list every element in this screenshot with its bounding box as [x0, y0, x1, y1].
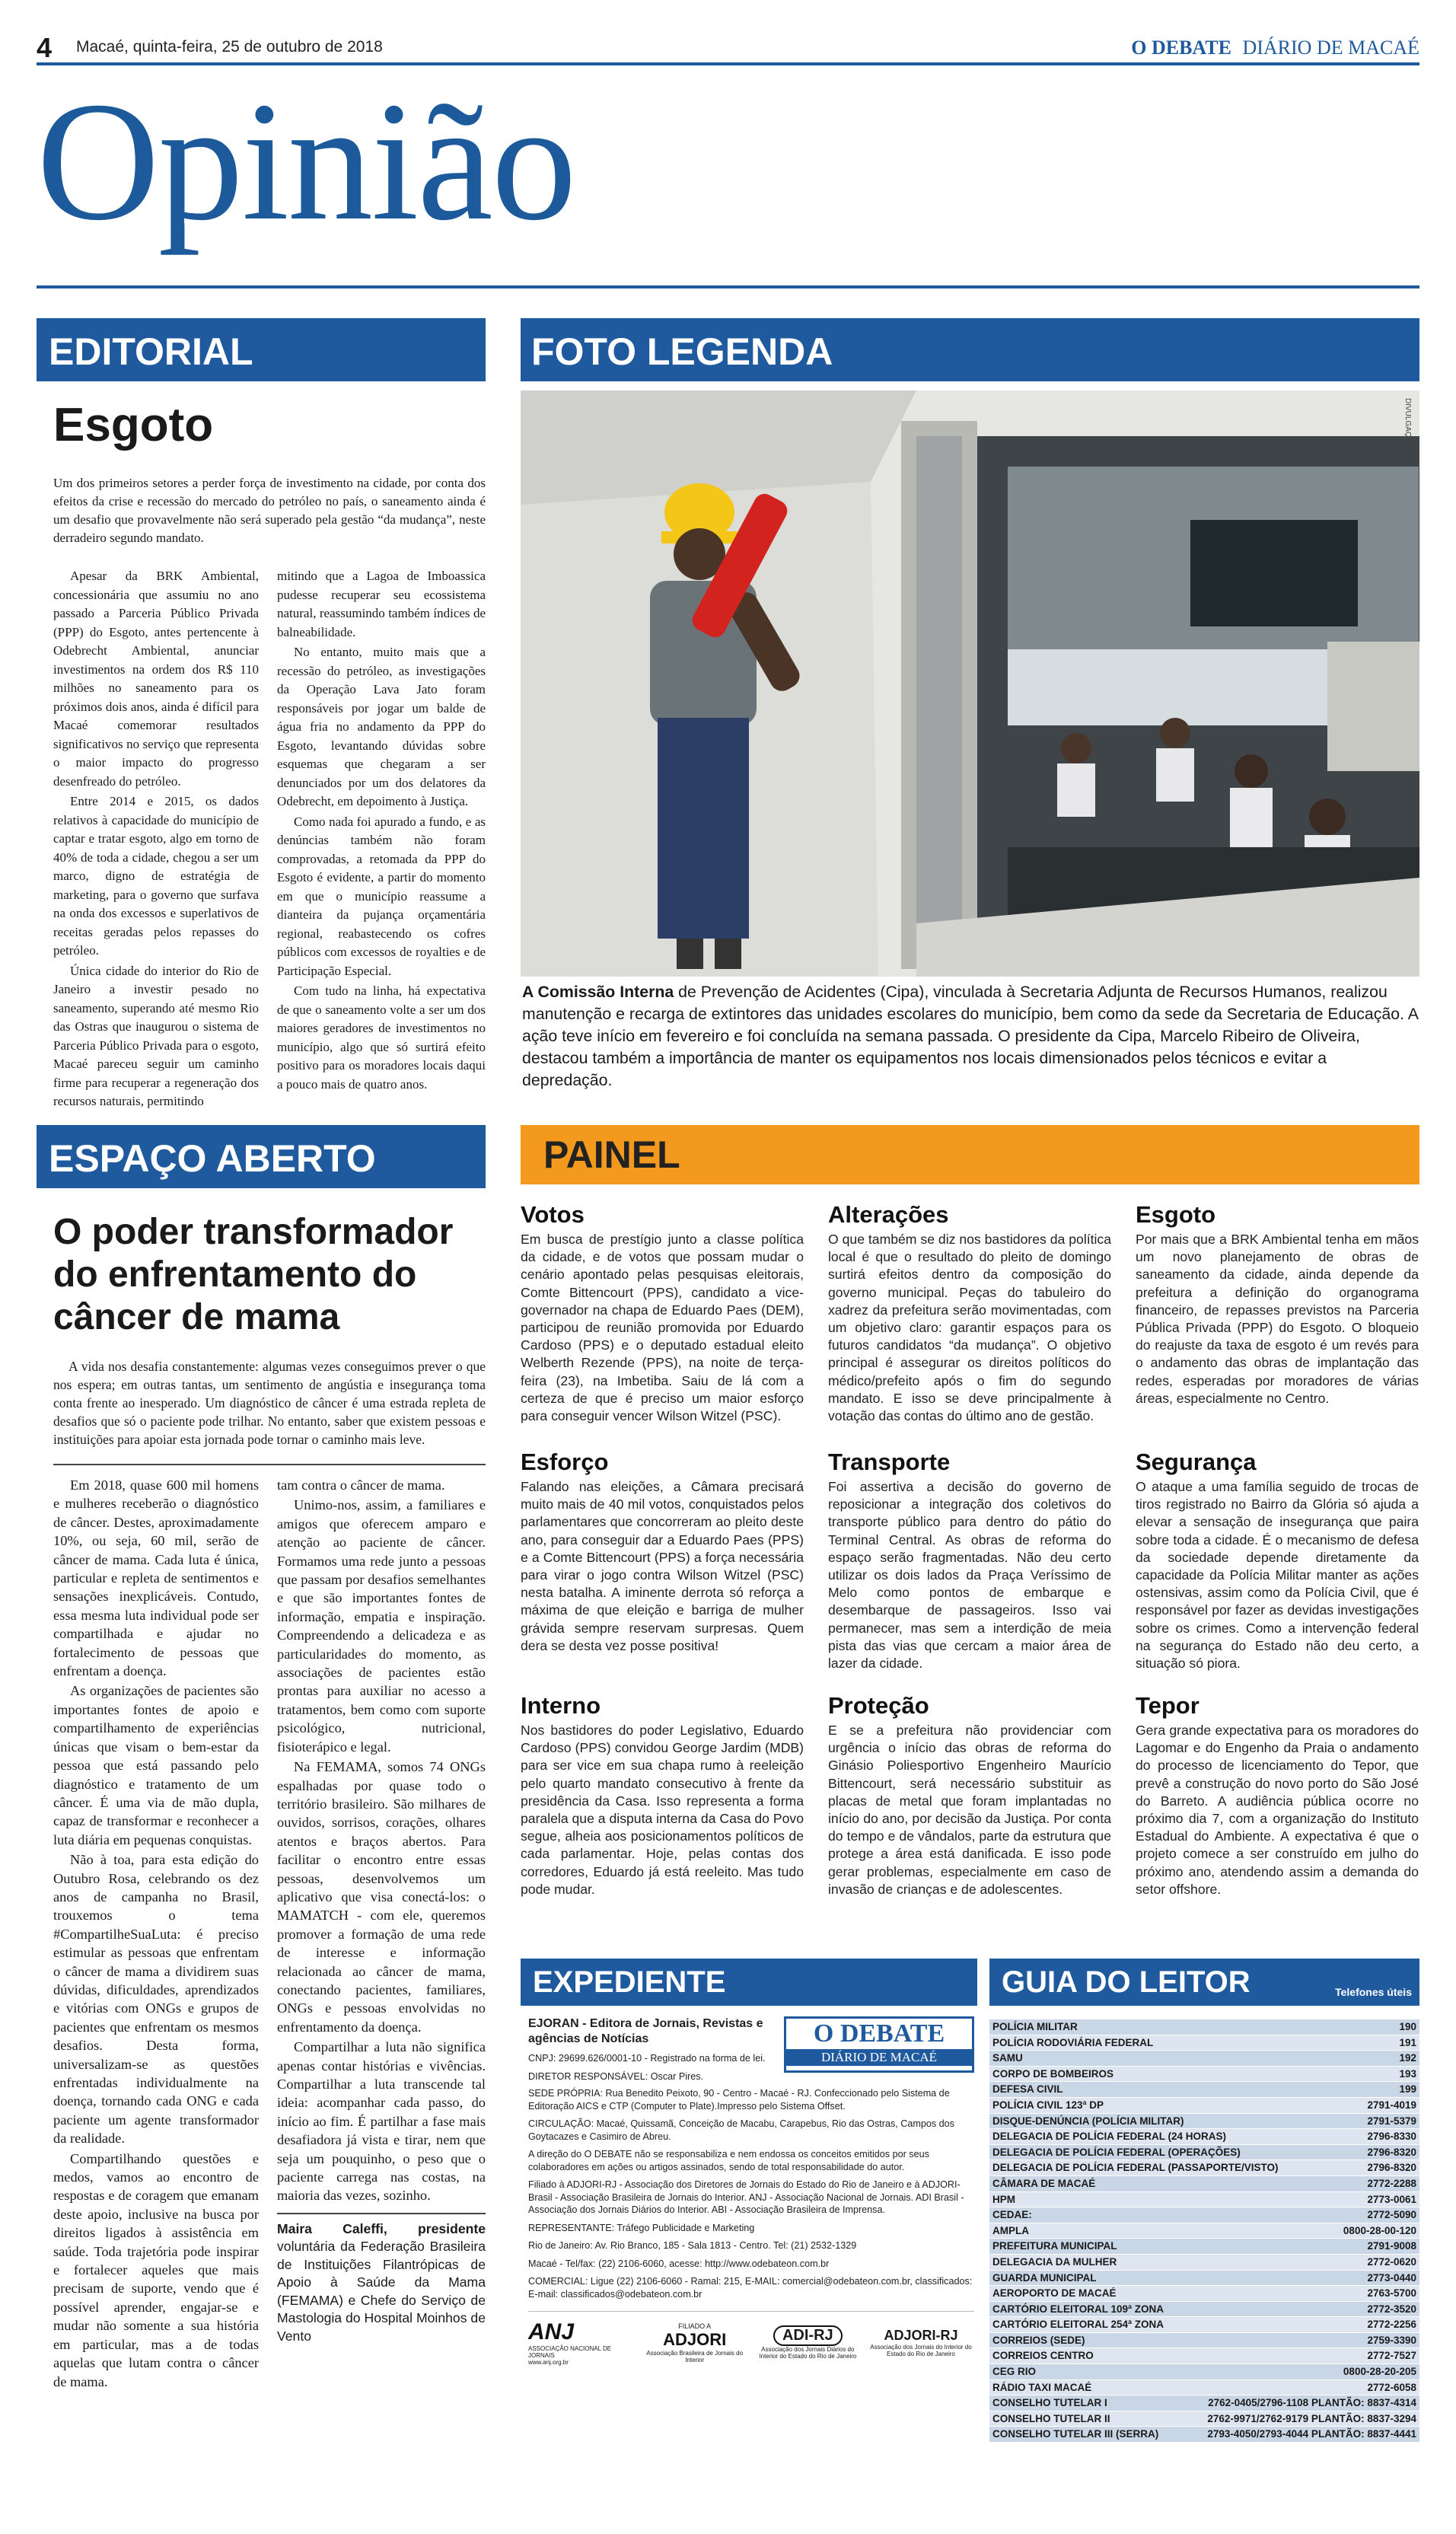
paragraph: As organizações de pacientes são importantes fontes de apoio e compartilhamento de experiências únicas que visam o bem-estar da pessoa que está passando pelo diagnóstico e tratamento de um câncer. É uma via de mão dupla, capaz de transformar e reconhecer a luta diária em pequenas conquistas.: [53, 1683, 259, 1847]
painel-item: [521, 1201, 804, 1425]
phone-label: AMPLA: [992, 2224, 1029, 2236]
paragraph: mitindo que a Lagoa de Imboassica pudesse recuperar seu ecossistema natural, reassumindo também índices de balneabilidade.: [277, 569, 486, 639]
anj-logo: [528, 2319, 635, 2366]
caption-text: de Prevenção de Acidentes (Cipa), vinculada à Secretaria Adjunta de Recursos Humanos, realizou manutenção e recarga de extintores das unidades escolares do município, bem como da sede da Secretaria de Educação. A ação teve início em fevereiro e foi concluída na semana passada. O presidente da Cipa, Marcelo Ribeiro de Oliveira, destacou também a importância de manter os equipamentos nos locais dimensionados pelos técnicos e evitar a depredação.: [522, 983, 1418, 1089]
page-number: 4: [37, 32, 53, 63]
brand-name-b: DIÁRIO DE MACAÉ: [1242, 37, 1419, 59]
phone-label: DELEGACIA DE POLÍCIA FEDERAL (PASSAPORTE/VISTO): [992, 2162, 1279, 2174]
odebate-logo: [784, 2016, 974, 2073]
phone-row: [989, 2317, 1419, 2333]
phone-list: [989, 2019, 1419, 2443]
phone-label: RÁDIO TAXI MACAÉ: [992, 2381, 1092, 2393]
macae-text: Macaé - Tel/fax: (22) 2106-6060, acesse: http://www.odebateon.com.br: [528, 2258, 830, 2269]
logo-sub: Associação Brasileira de Jornais do Interior: [646, 2349, 744, 2363]
logo-text-a: O DEBATE: [813, 2019, 945, 2048]
painel-item-text: Falando nas eleições, a Câmara precisará muito mais de 40 mil votos, conquistados pelos parlamentares que concorreram ao pleito deste ano, para conseguir dar a Eduardo Paes (PPS) e a Comte Bittencourt (PPS) a força necessária para virar o jogo contra Wilson Witzel (PSC) nesta batalha. A iminente derrota só reforça a máxima de que eleição e barriga de mulher grávida sempre reservam surpresas. Quem dera se desta vez posse positiva!: [521, 1479, 804, 1653]
section-title: Opinião: [37, 67, 575, 256]
title-rule: [37, 285, 1419, 288]
logo-sub: Associação dos Jornais do Interior do Estado do Rio de Janeiro: [870, 2344, 972, 2357]
phone-label: CONSELHO TUTELAR I: [992, 2397, 1107, 2409]
painel-item-title: Proteção: [828, 1692, 929, 1719]
phone-row: [989, 2082, 1419, 2098]
painel-item: [521, 1692, 804, 1898]
author-bio: voluntária da Federação Brasileira de Instituições Filantrópicas de Apoio à Saúde da Mama (FEMAMA) e Chefe do Serviço de Mastologia do Hospital Moinhos de Vento: [277, 2239, 486, 2344]
editorial-col-2: [277, 567, 486, 1095]
phone-number: 2791-4019: [1367, 2099, 1416, 2111]
phone-row: [989, 2145, 1419, 2161]
painel-item-text: Por mais que a BRK Ambiental tenha em mãos um novo planejamento de obras de saneamento da cidade, ainda depende da prefeitura a definição do organograma financeiro, de repasses previstos na Parceria Pública Privada (PPP) do Esgoto. O bloqueio do reajuste da taxa de esgoto é um revés para o andamento das obras de implantação das redes, esperadas por moradores de várias áreas, especialmente no Centro.: [1136, 1232, 1419, 1406]
phone-number: 2763-5700: [1367, 2287, 1416, 2300]
logo-mark: ADI-RJ: [773, 2325, 843, 2346]
phone-number: 2772-2256: [1367, 2319, 1416, 2331]
phone-number: 2772-7527: [1367, 2350, 1416, 2362]
phone-label: AEROPORTO DE MACAÉ: [992, 2287, 1117, 2300]
phone-label: PREFEITURA MUNICIPAL: [992, 2240, 1117, 2252]
phone-number: 2772-2288: [1367, 2177, 1416, 2189]
painel-item-title: Transporte: [828, 1449, 951, 1475]
phone-number: 191: [1399, 2036, 1416, 2048]
editorial-lede: Um dos primeiros setores a perder força de investimento na cidade, por conta dos efeitos da crise e recessão do mercado do petróleo no país, o saneamento ainda é um desafio que provavelmente não será superado pela gestão “da mudança”, neste derradeiro segundo mandato.: [53, 476, 486, 545]
comercial-text: COMERCIAL: Ligue (22) 2106-6060 - Ramal: 215, E-MAIL: comercial@odebateon.com.br, classificados: E-mail: classificados@odebateon.com.br: [528, 2276, 973, 2300]
phone-number: 192: [1399, 2052, 1416, 2064]
phone-number: 2772-3520: [1367, 2303, 1416, 2315]
painel-item-text: Nos bastidores do poder Legislativo, Eduardo Cardoso (PPS) convidou George Jardim (MDB) para ser vice em sua chapa rumo à reeleição pelo quarto mandato consecutivo à frente da presidência da Casa. Isso representa a forma paralela que a disputa interna da Casa do Povo segue, alheia aos posicionamentos políticos de cada parlamentar. Hoje, pelas contas dos corredores, Eduardo já está reeleito. Mas tudo pode mudar.: [521, 1723, 804, 1897]
espaco-block: [37, 1125, 486, 2504]
author-name: Maira Caleffi, presidente: [277, 2220, 486, 2236]
painel-item-title: Votos: [521, 1201, 585, 1228]
painel-item-text: Em busca de prestígio junto a classe política da cidade, e de votos que possam mudar o cenário apontado pelas pesquisas eleitorais, Comte Bittencourt (PPS), candidato a vice-governador na chapa de Eduardo Paes (DEM), participou de reunião promovida por Eduardo Cardoso (PPS) e o deputado estadual eleito Welberth Rezende (PPS), na noite de terça-feira (23), na Imbetiba. Saiu de lá com a certeza de que é preciso um maior esforço para conseguir vencer Wilson Witzel (PSC).: [521, 1232, 804, 1424]
phone-number: 2796-8320: [1367, 2146, 1416, 2158]
phone-label: CÂMARA DE MACAÉ: [992, 2177, 1096, 2189]
phone-label: SAMU: [992, 2052, 1023, 2064]
phone-row: [989, 2019, 1419, 2035]
phone-number: 2762-9971/2762-9179 PLANTÃO: 8837-3294: [1207, 2412, 1416, 2424]
phone-row: [989, 2067, 1419, 2083]
phone-row: [989, 2255, 1419, 2271]
phone-label: CONSELHO TUTELAR III (SERRA): [992, 2428, 1159, 2440]
painel-item: [828, 1201, 1111, 1425]
phone-number: 2796-8320: [1367, 2162, 1416, 2174]
painel-item-title: Alterações: [828, 1201, 949, 1228]
diretor-text: DIRETOR RESPONSÁVEL: Oscar Pires.: [528, 2070, 704, 2082]
phone-row: [989, 2271, 1419, 2287]
painel-item-title: Tepor: [1136, 1692, 1200, 1719]
guia-subtitle: Telefones úteis: [1335, 1986, 1412, 1998]
phone-row: [989, 2223, 1419, 2239]
phone-label: DELEGACIA DE POLÍCIA FEDERAL (OPERAÇÕES): [992, 2146, 1241, 2158]
espaco-lede: A vida nos desafia constantemente: algumas vezes conseguimos prever o que nos espera; em outras tantas, um sentimento de angústia e insegurança toma conta frente ao inesperado. Um diagnóstico de câncer é uma estrada repleta de desafios que só o paciente pode trilhar. No entanto, saber que existem pessoas e instituições para apoiar esta jornada pode tornar o caminho mais leve.: [53, 1359, 486, 1447]
paragraph: Apesar da BRK Ambiental, concessionária que assumiu no ano passado a Parceria Público Privada (PPP) do Esgoto, antes pertencente à Odebrecht Ambiental, anunciar investimentos na ordem dos R$ 110 milhões no saneamento para os próximos dois anos, ainda é difícil para Macaé comemorar resultados significativos no serviço que representa o maior impacto do progresso desenfreado do petróleo.: [53, 569, 259, 789]
phone-number: 0800-28-20-205: [1343, 2366, 1416, 2378]
phone-label: CORREIOS CENTRO: [992, 2350, 1094, 2362]
phone-label: POLÍCIA RODOVIÁRIA FEDERAL: [992, 2036, 1154, 2048]
guia-band: [989, 1959, 1419, 2006]
phone-label: GUARDA MUNICIPAL: [992, 2271, 1097, 2284]
circulacao-text: CIRCULAÇÃO: Macaé, Quissamã, Conceição de Macabu, Carapebus, Rio das Ostras, Campos dos Goytacazes e Casimiro de Abreu.: [528, 2118, 954, 2142]
foto-band: FOTO LEGENDA: [521, 322, 1419, 381]
espaco-lede-rule: [53, 1464, 486, 1465]
filiado-text: Filiado à ADJORI-RJ - Associação dos Diretores de Jornais do Estado do Rio de Janeiro e à ADJORI-Brasil - Associação Brasileira de Jornais do Interior. ANJ - Associação Nacional de Jornais. ADI Brasil - Associação dos Jornais Diários do Interior. ABI - Associação Brasileira de Imprensa.: [528, 2179, 964, 2215]
phone-row: [989, 2051, 1419, 2067]
phone-row: [989, 2160, 1419, 2176]
painel-band: PAINEL: [521, 1125, 1419, 1184]
painel-item: [1136, 1201, 1419, 1407]
adirj-logo: [754, 2325, 861, 2360]
logo-url: www.anj.org.br: [528, 2359, 569, 2366]
adjori-logo: [642, 2322, 748, 2363]
phone-row: [989, 2098, 1419, 2114]
phone-row: [989, 2207, 1419, 2223]
painel-item-text: O ataque a uma família seguido de trocas de tiros registrado no Bairro da Glória só ajuda a elevar a sensação de insegurança que paira sobre toda a cidade. É o mecanismo de defesa da sociedade depende diretamente da capacidade da Polícia Militar manter as ações ostensivas, assim como da Polícia Civil, que é responsável por fazer as devidas investigações sobre os crimes. Como a intervenção federal na segurança do Estado não deu certo, a situação só piora.: [1136, 1479, 1419, 1672]
painel-item: [828, 1692, 1111, 1898]
author-signature: [277, 2220, 486, 2346]
phone-number: 2762-0405/2796-1108 PLANTÃO: 8837-4314: [1208, 2397, 1416, 2409]
phone-number: 2772-5090: [1367, 2209, 1416, 2221]
painel-item-title: Interno: [521, 1692, 601, 1719]
phone-label: DELEGACIA DE POLÍCIA FEDERAL (24 HORAS): [992, 2131, 1227, 2143]
painel-item: [1136, 1449, 1419, 1672]
logo-mark: ADJORI: [663, 2329, 727, 2349]
phone-label: HPM: [992, 2193, 1015, 2205]
phone-label: DISQUE-DENÚNCIA (POLÍCIA MILITAR): [992, 2115, 1184, 2127]
paragraph: Entre 2014 e 2015, os dados relativos à capacidade do município de captar e tratar esgoto, algo em torno de 40% de toda a cidade, chegou a ser um marco, digno de estratégia de marketing, para o governo que surfava na onda dos excessos e superlativos de receitas geradas pelos repasses do petróleo.: [53, 794, 259, 958]
expediente-block: [521, 1959, 977, 2507]
paragraph: Na FEMAMA, somos 74 ONGs espalhadas por quase todo o território brasileiro. São milhares de ouvidos, sorrisos, corações, olhares atentos e braços abertos. Para facilitar o encontro entre essas pessoas, desenvolvemos um aplicativo que visa conectá-los: o MAMATCH - com ele, queremos promover a formação de uma rede de interesse e informação relacionada ao câncer de mama, conectando pacientes, familiares, ONGs e pessoas envolvidas no enfrentamento da doença.: [277, 1759, 486, 2035]
news-photo: [521, 390, 1419, 977]
phone-row: [989, 2035, 1419, 2051]
phone-row: [989, 2176, 1419, 2192]
association-logos: [528, 2311, 974, 2366]
painel-item-text: Gera grande expectativa para os moradores do Lagomar e do Engenho da Praia o andamento do processo de licenciamento do Tepor, que prevê a construção do novo porto do São José do Barreto. A audiência pública ocorre no próximo dia 7, com a organização do Instituto Estadual do Ambiente. A expectativa é que o projeto comece a ser construído em julho do próximo ano, atendendo assim a demanda do setor offshore.: [1136, 1723, 1419, 1897]
paragraph: Não à toa, para esta edição do Outubro Rosa, celebrando os dez anos de campanha no Brasil, trouxemos o tema #CompartilheSuaLuta: é preciso estimular as pessoas que enfrentam o câncer de mama a dividirem suas dúvidas, dificuldades, aprendizados e vitórias com ONGs e grupos de pacientes que enfrentam os mesmos desafios. Desta forma, universalizam-se as questões enfrentadas individualmente na doença, tornando cada ONG e cada paciente um agente transformador da realidade.: [53, 1852, 259, 2147]
rio-text: Rio de Janeiro: Av. Rio Branco, 185 - Sala 1813 - Centro. Tel: (21) 2532-1329: [528, 2240, 857, 2251]
phone-number: 2796-8330: [1367, 2131, 1416, 2143]
page-header: [37, 30, 1419, 65]
phone-label: POLÍCIA CIVIL 123ª DP: [992, 2099, 1104, 2111]
paragraph: No entanto, muito mais que a recessão do petróleo, as investigações da Operação Lava Jato foram responsáveis por jogar um balde de água fria no andamento da PPP do Esgoto, levantando dúvidas sobre esquemas que chegaram a ser denunciados por um dos delatores da Odebrecht, em depoimento à Justiça.: [277, 645, 486, 808]
logo-text-b: DIÁRIO DE MACAÉ: [786, 2049, 972, 2066]
photo-illustration: [521, 390, 1419, 977]
sede-text: SEDE PRÓPRIA: Rua Benedito Peixoto, 90 - Centro - Macaé - RJ. Confeccionado pelo Sistema de Editoração AICS e CTP (Computer to Plate).Impresso pelo Sistema Offset.: [528, 2088, 950, 2112]
phone-number: 2791-9008: [1367, 2240, 1416, 2252]
phone-row: [989, 2114, 1419, 2130]
photo-caption: [522, 981, 1419, 1092]
phone-number: 2791-5379: [1367, 2115, 1416, 2127]
phone-label: CEG RIO: [992, 2366, 1037, 2378]
editorial-headline: Esgoto: [53, 399, 214, 451]
phone-row: [989, 2395, 1419, 2411]
guia-block: [989, 1959, 1419, 2507]
painel-item-text: O que também se diz nos bastidores da política local é que o resultado do pleito de domingo surtirá efeitos dentro da composição do governo municipal. Peças do tabuleiro do xadrez da prefeitura serão movimentadas, com um objetivo claro: garantir espaços para os futuros candidatos “da mudança”. O objetivo principal é assegurar os direitos políticos do médico/prefeito após o fim do segundo mandato. E isso se deve principalmente à votação das contas do último ano de gestão.: [828, 1232, 1111, 1424]
painel-item-title: Esforço: [521, 1449, 609, 1475]
paragraph: Com tudo na linha, há expectativa de que o saneamento volte a ser um dos maiores geradores de investimentos no município, algo que só surtirá efeito positivo para os moradores locais daqui a pouco mais de quatro anos.: [277, 983, 486, 1092]
logo-sub: ASSOCIAÇÃO NACIONAL DE JORNAIS: [528, 2345, 612, 2359]
dateline: Macaé, quinta-feira, 25 de outubro de 2018: [76, 38, 383, 56]
paragraph: Unimo-nos, assim, a familiares e amigos que oferecem amparo e atenção ao paciente de câncer. Formamos uma rede junto a pessoas que passam por desafios semelhantes e que são importantes fontes de informação, empatia e inspiração. Compreendendo a delicadeza e as particularidades do momento, as associações de pacientes estão prontas para auxiliar no acesso a tratamentos, bem como com suporte psicológico, nutricional, fisioterápico e legal.: [277, 1497, 486, 1755]
logo-sub: Associação dos Jornais Diários do Interior do Estado do Rio de Janeiro: [759, 2346, 857, 2360]
phone-row: [989, 2302, 1419, 2318]
phone-number: 190: [1399, 2021, 1416, 2032]
phone-label: DELEGACIA DA MULHER: [992, 2255, 1117, 2268]
photo-credit: DIVULGAÇÃO: [1403, 398, 1412, 448]
phone-label: POLÍCIA MILITAR: [992, 2021, 1078, 2032]
phone-row: [989, 2192, 1419, 2208]
phone-number: 2773-0440: [1367, 2271, 1416, 2284]
phone-row: [989, 2364, 1419, 2380]
espaco-headline: O poder transformador do enfrentamento do câncer de mama: [53, 1212, 454, 1337]
brand-name: [1131, 37, 1419, 59]
foto-block: [521, 318, 1419, 1117]
logo-url: FILIADO A: [678, 2322, 712, 2330]
phone-number: 2773-0061: [1367, 2193, 1416, 2205]
logo-mark: ANJ: [528, 2319, 575, 2344]
phone-row: [989, 2333, 1419, 2349]
editorial-col-1: [53, 567, 259, 1113]
paragraph: Em 2018, quase 600 mil homens e mulheres receberão o diagnóstico de câncer. Destes, aproximadamente 10%, ou seja, 60 mil, serão de câncer de mama. Cada luta é única, particular e repleta de sentimentos e sensações inexplicáveis. Contudo, essa mesma luta individual pode ser compartilhada e ajudar no fortalecimento de pessoas que enfrentam a doença.: [53, 1477, 259, 1679]
expediente-band: EXPEDIENTE: [521, 1959, 977, 2006]
caption-lead: A Comissão Interna: [522, 983, 674, 1001]
phone-number: 193: [1399, 2067, 1416, 2080]
editorial-band: EDITORIAL: [37, 322, 486, 381]
painel-item: [828, 1449, 1111, 1672]
adjorirj-logo: [868, 2328, 974, 2357]
guia-title: GUIA DO LEITOR: [1002, 1965, 1251, 1999]
editorial-block: [37, 318, 486, 1108]
paragraph: Única cidade do interior do Rio de Janeiro a investir pesado no saneamento, superando até mesmo Rio das Ostras que inaugurou o sistema de Parceria Público Privada para o esgoto, Macaé pareceu seguir um caminho firme para recuperar a regeneração dos recursos naturais, permitindo: [53, 963, 259, 1108]
representante-text: REPRESENTANTE: Tráfego Publicidade e Marketing: [528, 2222, 755, 2233]
phone-row: [989, 2239, 1419, 2255]
phone-row: [989, 2411, 1419, 2427]
phone-number: 0800-28-00-120: [1343, 2224, 1416, 2236]
phone-row: [989, 2129, 1419, 2145]
phone-label: CEDAE:: [992, 2209, 1032, 2221]
painel-item: [521, 1449, 804, 1655]
paragraph: Como nada foi apurado a fundo, e as denúncias também não foram comprovadas, a retomada da PPP do Esgoto é evidente, a partir do momento em que o município reassume a dianteira da pujança orçamentária regional, reabastecendo os cofres públicos com excessos de royalties e de Participação Especial.: [277, 814, 486, 978]
aviso-text: A direção do O DEBATE não se responsabiliza e nem endossa os conceitos emitidos por seus colaboradores em ações ou artigos assinados, sendo de total responsabilidade do autor.: [528, 2149, 929, 2172]
phone-number: 2772-6058: [1367, 2381, 1416, 2393]
phone-row: [989, 2286, 1419, 2302]
phone-number: 2793-4050/2793-4044 PLANTÃO: 8837-4441: [1207, 2428, 1416, 2440]
cnpj-text: CNPJ: 29699.626/0001-10 - Registrado na forma de lei.: [528, 2053, 766, 2064]
painel-item-title: Segurança: [1136, 1449, 1257, 1475]
expediente-body: [528, 2016, 974, 2366]
phone-label: CONSELHO TUTELAR II: [992, 2412, 1110, 2424]
phone-label: CORPO DE BOMBEIROS: [992, 2067, 1114, 2080]
brand-name-a: O DEBATE: [1131, 37, 1231, 59]
espaco-band: ESPAÇO ABERTO: [37, 1129, 486, 1188]
phone-row: [989, 2348, 1419, 2364]
phone-label: CARTÓRIO ELEITORAL 254ª ZONA: [992, 2319, 1164, 2331]
painel-item-text: E se a prefeitura não providenciar com urgência o início das obras de reforma do Ginásio Poliesportivo Engenheiro Maurício Bittencourt, será necessário substituir as placas de metal que foram implantadas no início do ano, por decisão da Justiça. Por conta do tempo e de vândalos, parte da estrutura que protege a área está danificada. E isso pode gerar problemas, especialmente em caso de invasão de crianças e de adolescentes.: [828, 1723, 1111, 1897]
phone-label: DEFESA CIVIL: [992, 2083, 1063, 2096]
signature-rule: [277, 2213, 486, 2214]
phone-label: CORREIOS (SEDE): [992, 2334, 1085, 2346]
logo-mark: ADJORI-RJ: [884, 2328, 958, 2343]
painel-item: [1136, 1692, 1419, 1898]
painel-item-text: Foi assertiva a decisão do governo de reposicionar a integração dos coletivos do transporte público para dentro do pátio do Terminal Central. As obras de reforma do espaço serão fragmentadas. Não deu certo utilizar os dois lados da Praça Veríssimo de Melo como pontos de embarque e desembarque de passageiros. Isso vai permanecer, mas sem a interdição de meia pista das vias que cercam a maior área de lazer da cidade.: [828, 1479, 1111, 1672]
phone-number: 2759-3390: [1367, 2334, 1416, 2346]
ejoran-title: EJORAN - Editora de Jornais, Revistas e agências de Notícias: [528, 2017, 763, 2045]
paragraph: Compartilhar a luta não significa apenas contar histórias e vivências. Compartilhar a luta transcende tal ideia: acompanhar cada passo, do início ao fim. É partilhar a fase mais desafiadora já vista e tirar, nem que seja um pouquinho, o peso que o paciente carrega nas costas, na maioria das vezes, sozinho.: [277, 2039, 486, 2204]
painel-block: [521, 1125, 1419, 1955]
espaco-col-1: [53, 1476, 259, 2392]
phone-number: 199: [1399, 2083, 1416, 2096]
painel-item-title: Esgoto: [1136, 1201, 1216, 1228]
phone-label: CARTÓRIO ELEITORAL 109ª ZONA: [992, 2303, 1164, 2315]
phone-row: [989, 2427, 1419, 2443]
phone-row: [989, 2380, 1419, 2396]
phone-number: 2772-0620: [1367, 2255, 1416, 2268]
espaco-col-2: [277, 1476, 486, 2345]
paragraph: tam contra o câncer de mama.: [277, 1477, 445, 1493]
paragraph: Compartilhando questões e medos, vamos ao encontro de respostas e de coragem que emanam deste apoio, inclusive na busca por direitos ligados à assistência em saúde. Toda trajetória pode inspirar e fortalecer aqueles que mais precisam de suporte, vendo que é possível aprender, engajar-se e mudar não somente a sua história em particular, mas a de todas aquelas que lutam contra o câncer de mama.: [53, 2150, 259, 2389]
